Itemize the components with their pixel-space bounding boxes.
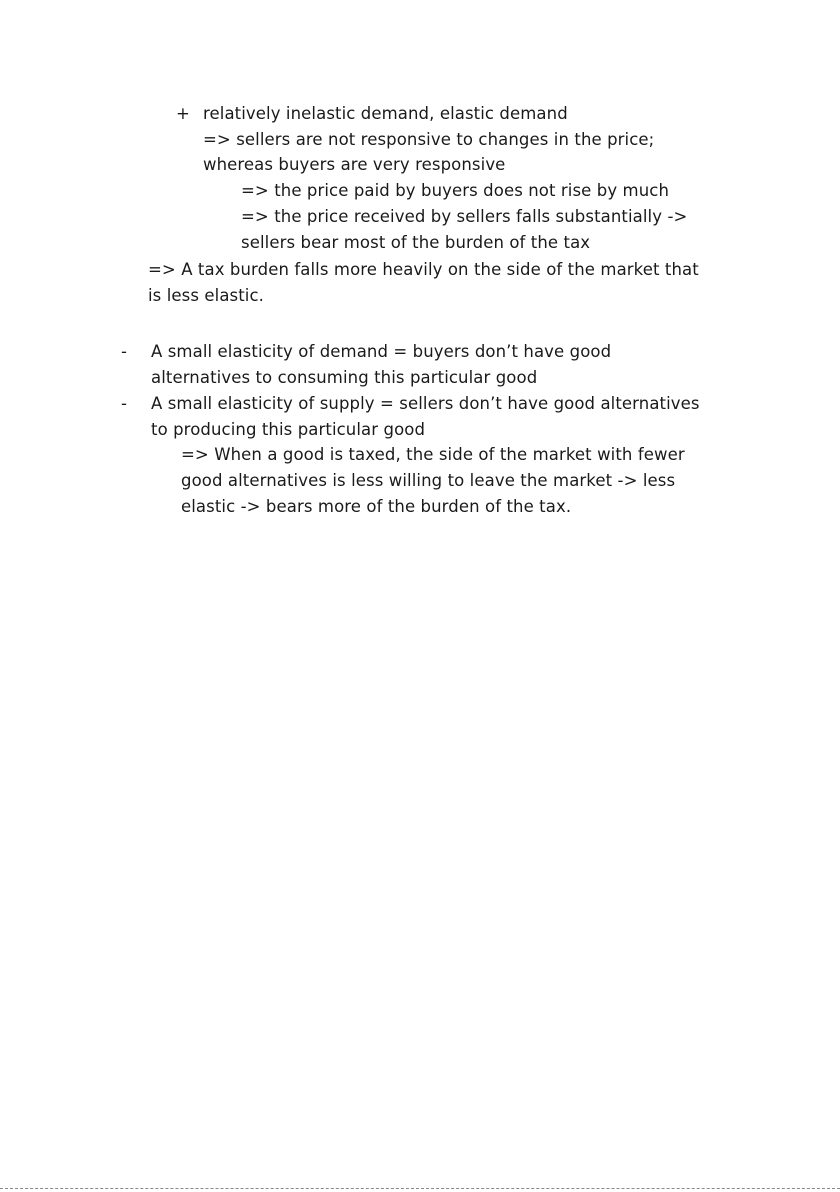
dash-bullet-marker: -: [121, 394, 127, 413]
section1-heading: relatively inelastic demand, elastic demand: [203, 104, 568, 123]
section1-line-5: sellers bear most of the burden of the tax: [241, 233, 591, 252]
conclusion-line-2: is less elastic.: [148, 286, 265, 305]
bullet1-line-1: A small elasticity of demand = buyers don’t have good: [151, 342, 612, 361]
bullet2-line-2: to producing this particular good: [151, 420, 426, 439]
bullet1-line-2: alternatives to consuming this particular good: [151, 368, 538, 387]
dash-bullet-marker: -: [121, 342, 127, 361]
summary-line-3: elastic -> bears more of the burden of the tax.: [181, 497, 572, 516]
bullet2-line-1: A small elasticity of supply = sellers don’t have good alternatives: [151, 394, 700, 413]
section1-line-1: => sellers are not responsive to changes in the price;: [203, 130, 655, 149]
section1-line-4: => the price received by sellers falls substantially ->: [241, 207, 688, 226]
section1-line-2: whereas buyers are very responsive: [203, 155, 506, 174]
summary-line-1: => When a good is taxed, the side of the market with fewer: [181, 445, 685, 464]
plus-bullet-marker: +: [176, 104, 190, 123]
conclusion-line-1: => A tax burden falls more heavily on the side of the market that: [148, 260, 699, 279]
section1-line-3: => the price paid by buyers does not rise by much: [241, 181, 670, 200]
summary-line-2: good alternatives is less willing to leave the market -> less: [181, 471, 676, 490]
page-bottom-divider: [0, 1188, 840, 1189]
